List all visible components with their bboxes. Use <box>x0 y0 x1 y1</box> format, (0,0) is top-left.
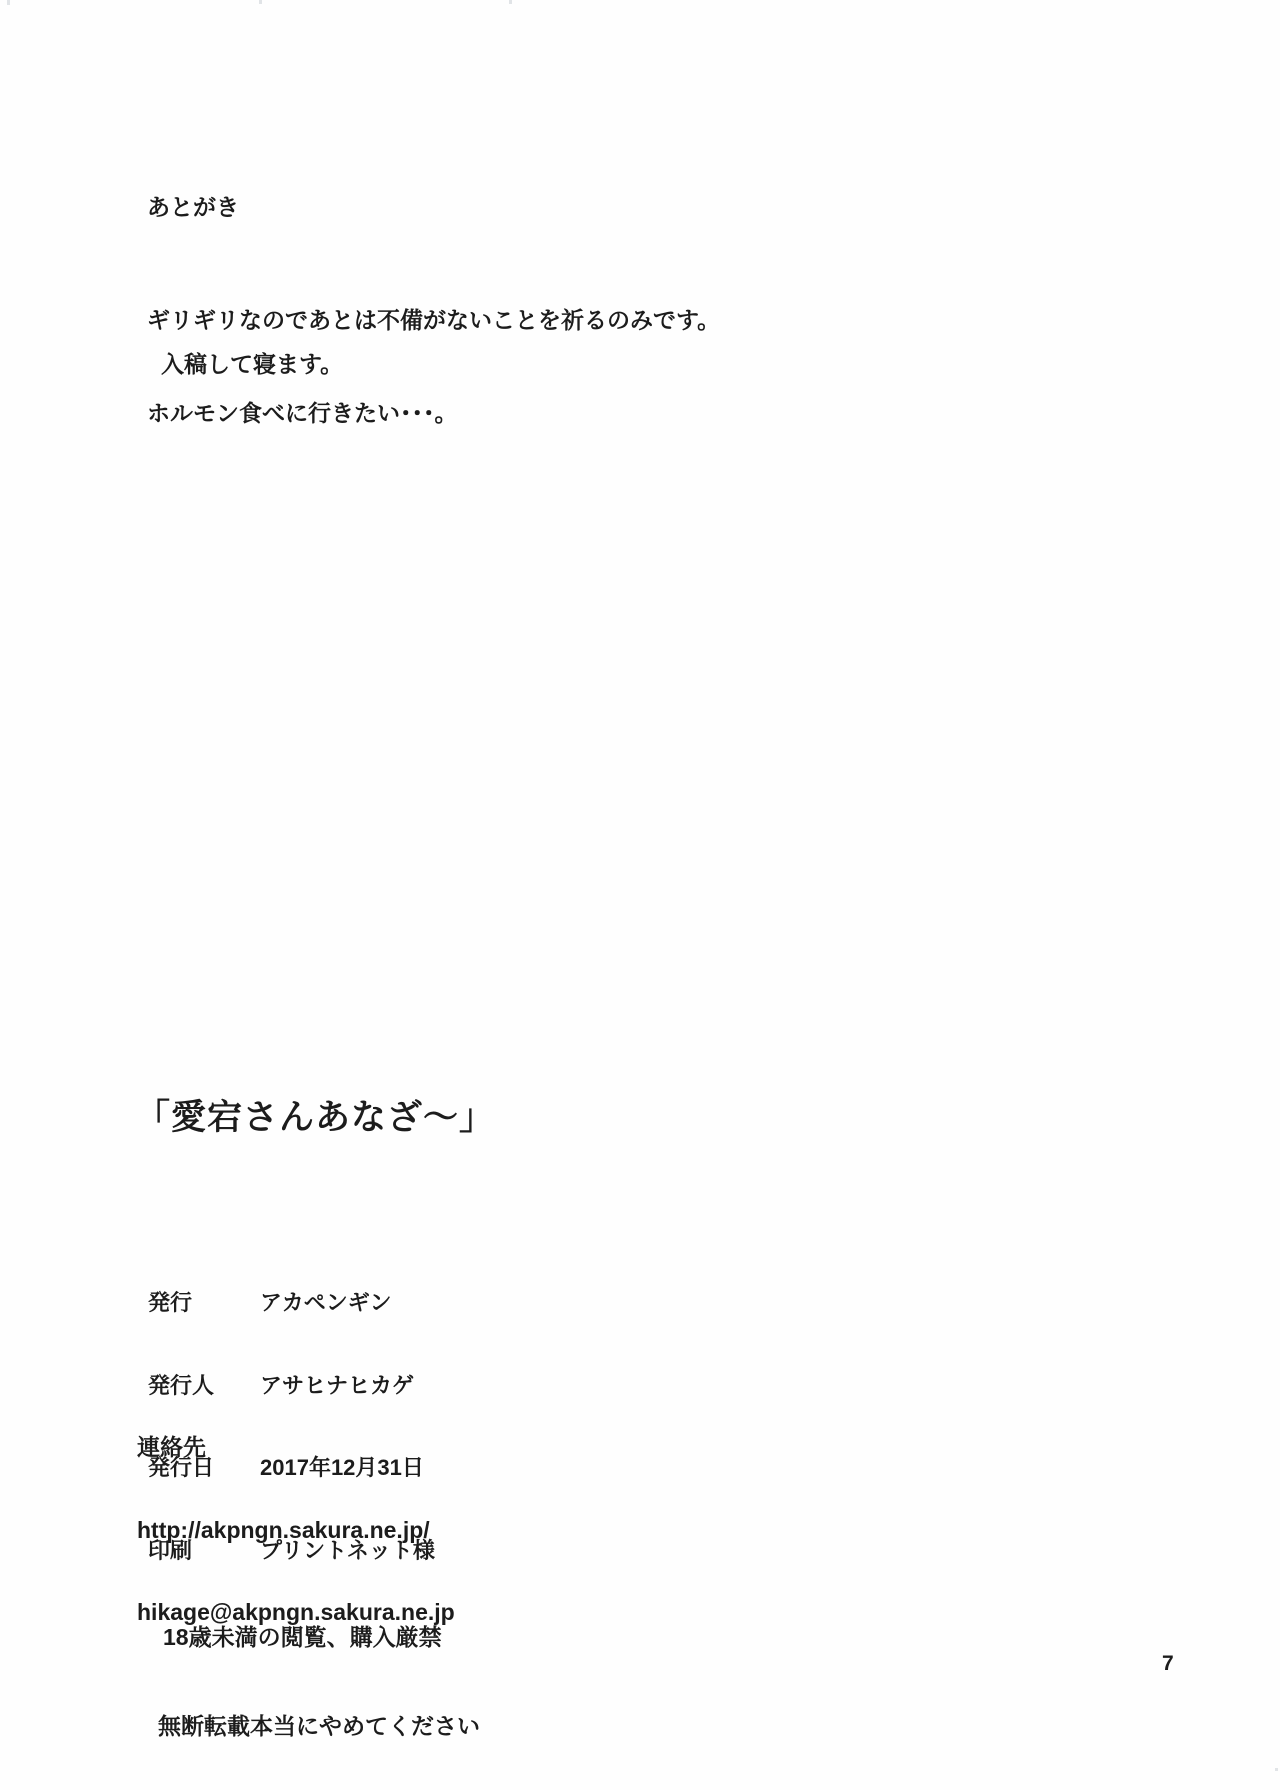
warning-notice <box>158 1564 480 1790</box>
contact-heading: 連絡先 <box>137 1434 206 1460</box>
author-label: 発行人 <box>148 1372 215 1398</box>
afterword-line-1: ギリギリなのであとは不備がないことを祈るのみです。 <box>147 307 721 333</box>
publisher-label: 発行 <box>148 1290 193 1315</box>
warning-no-reprint: 無断転載本当にやめてください <box>158 1712 480 1739</box>
afterword-line-2: ホルモン食べに行きたい･･･。 <box>147 400 458 426</box>
contact-url: http://akpngn.sakura.ne.jp/ <box>137 1516 430 1543</box>
publication-row <box>148 1289 435 1317</box>
scan-artifact <box>7 0 10 5</box>
warning-age-restriction: 18歳未満の閲覧、購入厳禁 <box>163 1624 442 1650</box>
afterword-heading: あとがき <box>147 194 239 220</box>
afterword-closing-line: 入稿して寝ます。 <box>161 351 344 377</box>
contact-email: hikage@akpngn.sakura.ne.jp <box>137 1599 455 1625</box>
printer-label: 印刷 <box>148 1537 193 1563</box>
scan-artifact <box>1275 1768 1278 1771</box>
scan-artifact <box>509 0 512 4</box>
publish-date-label: 発行日 <box>148 1455 215 1480</box>
publisher-value: アカペンギン <box>260 1290 392 1315</box>
page-number: 7 <box>1162 1652 1174 1675</box>
scan-artifact <box>259 0 262 4</box>
printer-value: プリントネット様 <box>260 1537 435 1563</box>
publish-date-value: 2017年12月31日 <box>260 1455 424 1480</box>
author-value: アサヒナヒカゲ <box>260 1372 415 1398</box>
book-title: 「愛宕さんあなざ～」 <box>135 1098 496 1137</box>
